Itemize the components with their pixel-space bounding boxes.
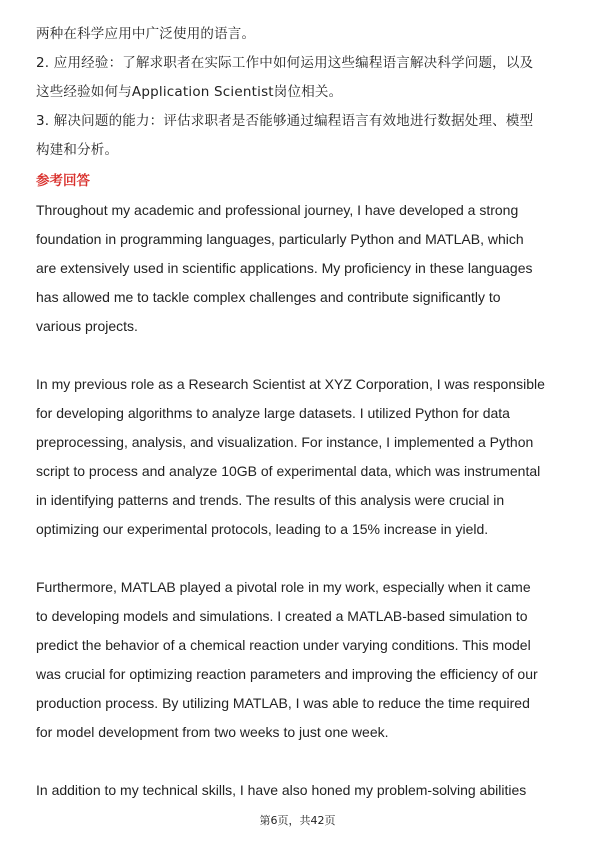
paragraph-line: has allowed me to tackle complex challenges and contribute significantly to <box>36 289 501 305</box>
paragraph-gap <box>36 747 566 776</box>
intro-line: 2. 应用经验：了解求职者在实际工作中如何运用这些编程语言解决科学问题，以及 <box>36 55 534 71</box>
paragraph-line: in identifying patterns and trends. The results of this analysis were crucial in <box>36 492 505 508</box>
paragraph-gap <box>36 341 566 370</box>
page-number: 第6页，共42页 <box>259 814 336 827</box>
intro-line: 构建和分析。 <box>36 142 119 158</box>
intro-line: 3. 解决问题的能力：评估求职者是否能够通过编程语言有效地进行数据处理、模型 <box>36 113 534 129</box>
question-points <box>36 20 566 165</box>
answer-paragraph <box>36 573 566 747</box>
paragraph-line: to developing models and simulations. I created a MATLAB-based simulation to <box>36 608 528 624</box>
answer-body <box>36 196 566 805</box>
paragraph-line: Throughout my academic and professional journey, I have developed a strong <box>36 202 519 218</box>
paragraph-line: In addition to my technical skills, I have also honed my problem-solving abilities <box>36 782 527 798</box>
answer-paragraph <box>36 370 566 544</box>
paragraph-line: In my previous role as a Research Scientist at XYZ Corporation, I was responsible <box>36 376 545 392</box>
answer-heading: 参考回答 <box>36 173 90 189</box>
paragraph-line: preprocessing, analysis, and visualization. For instance, I implemented a Python <box>36 434 534 450</box>
intro-line: 这些经验如何与Application Scientist岗位相关。 <box>36 84 343 100</box>
paragraph-line: predict the behavior of a chemical reaction under varying conditions. This model <box>36 637 531 653</box>
answer-paragraph <box>36 776 566 805</box>
answer-paragraph <box>36 196 566 341</box>
paragraph-line: various projects. <box>36 318 138 334</box>
paragraph-line: optimizing our experimental protocols, leading to a 15% increase in yield. <box>36 521 489 537</box>
intro-line: 两种在科学应用中广泛使用的语言。 <box>36 26 256 42</box>
paragraph-line: was crucial for optimizing reaction parameters and improving the efficiency of our <box>36 666 538 682</box>
paragraph-line: for developing algorithms to analyze large datasets. I utilized Python for data <box>36 405 510 421</box>
page-content <box>36 20 566 805</box>
paragraph-line: foundation in programming languages, particularly Python and MATLAB, which <box>36 231 524 247</box>
paragraph-line: for model development from two weeks to just one week. <box>36 724 389 740</box>
paragraph-line: script to process and analyze 10GB of experimental data, which was instrumental <box>36 463 541 479</box>
paragraph-line: Furthermore, MATLAB played a pivotal role in my work, especially when it came <box>36 579 531 595</box>
paragraph-gap <box>36 544 566 573</box>
paragraph-line: production process. By utilizing MATLAB, I was able to reduce the time required <box>36 695 530 711</box>
paragraph-line: are extensively used in scientific applications. My proficiency in these languages <box>36 260 533 276</box>
